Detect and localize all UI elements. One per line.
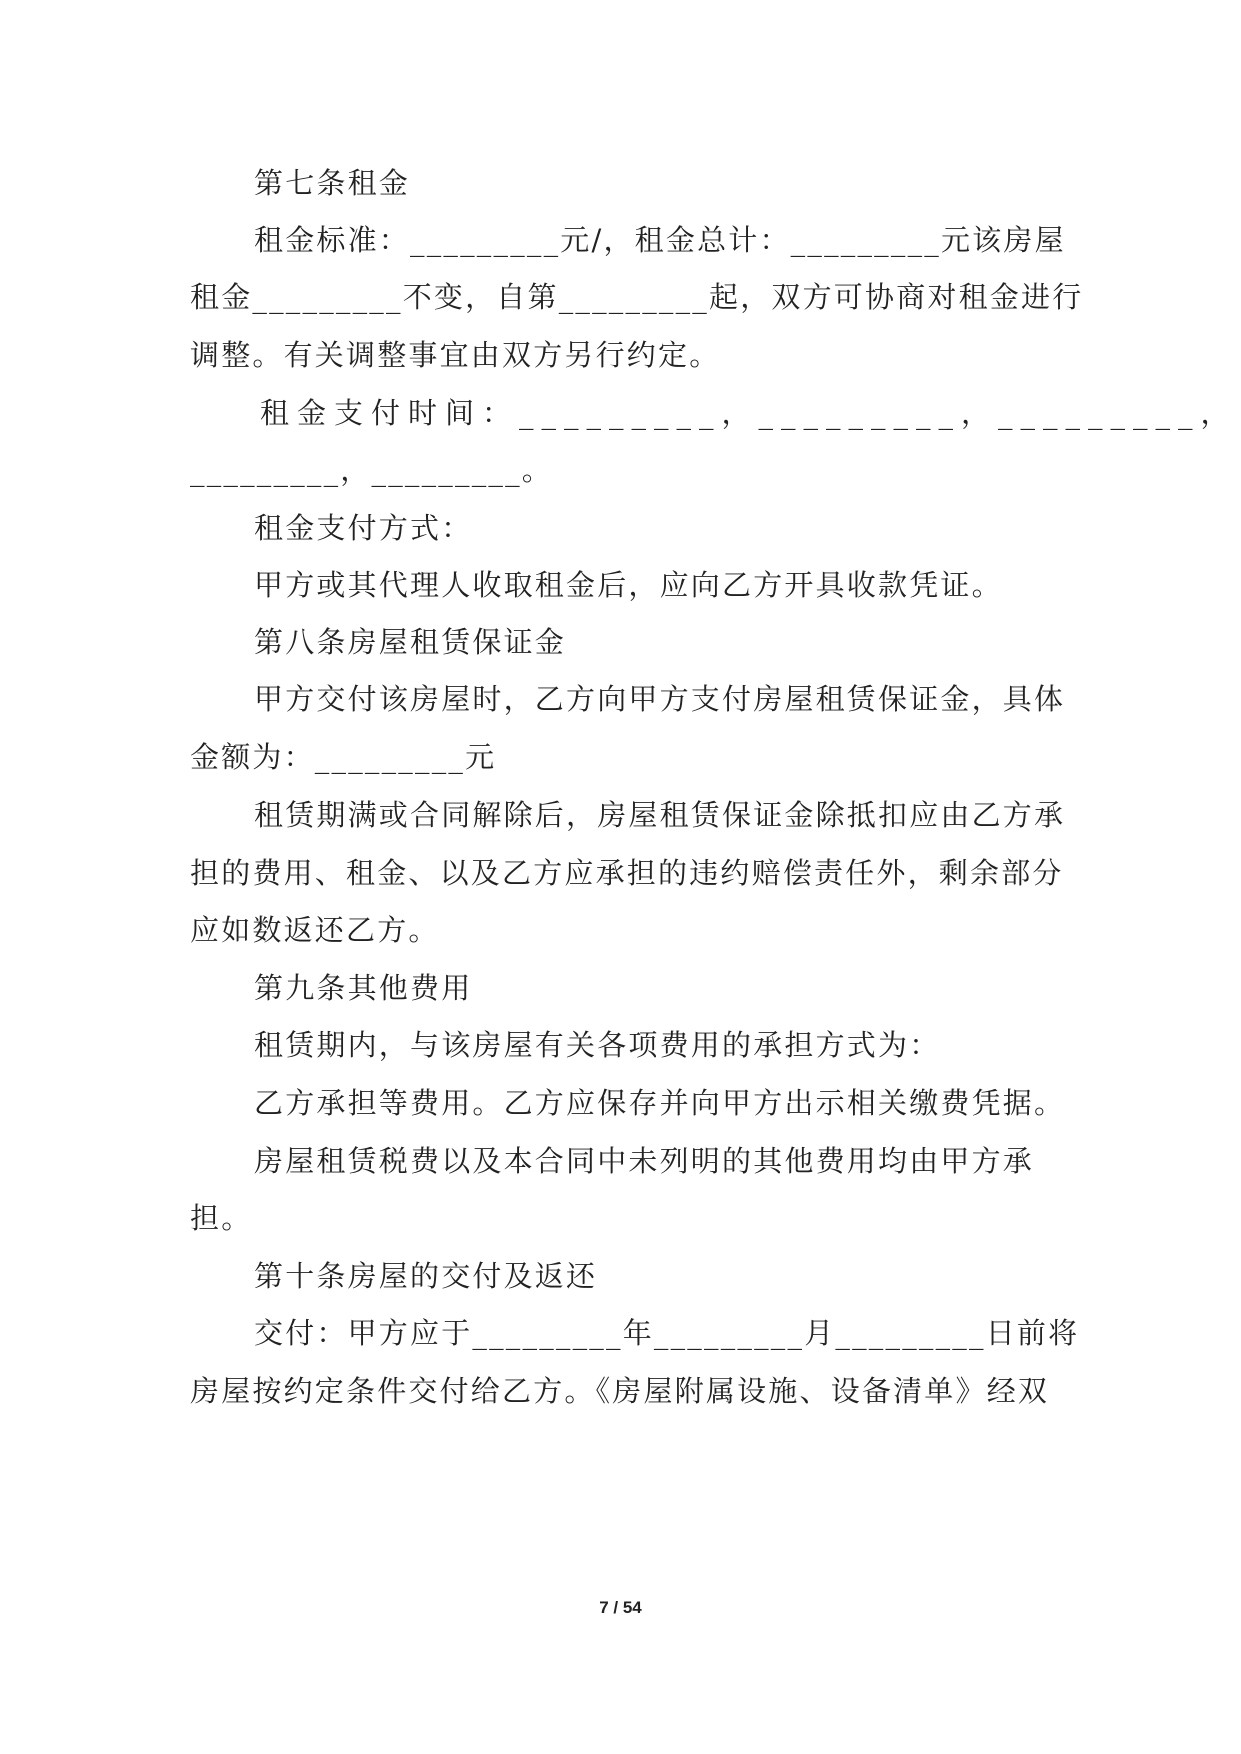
paragraph-line: 甲方或其代理人收取租金后，应向乙方开具收款凭证。 xyxy=(254,568,1003,602)
article-9-heading: 第九条其他费用 xyxy=(254,971,473,1005)
paragraph-line: 房屋租赁税费以及本合同中未列明的其他费用均由甲方承 xyxy=(254,1144,1035,1178)
article-7-heading: 第七条租金 xyxy=(254,166,411,200)
paragraph-line: 调整。有关调整事宜由双方另行约定。 xyxy=(190,338,721,372)
paragraph-line: 交付：甲方应于_________年_________月_________日前将 xyxy=(254,1316,1080,1350)
paragraph-line: 租金_________不变，自第_________起，双方可协商对租金进行 xyxy=(190,280,1084,314)
paragraph-line: 担的费用、租金、以及乙方应承担的违约赔偿责任外，剩余部分 xyxy=(190,856,1064,890)
paragraph-line: 房屋按约定条件交付给乙方。《房屋附属设施、设备清单》经双 xyxy=(190,1374,1050,1408)
paragraph-line: 租金支付方式： xyxy=(254,511,473,545)
paragraph-line: _________，_________。 xyxy=(190,453,554,487)
article-10-heading: 第十条房屋的交付及返还 xyxy=(254,1259,598,1293)
paragraph-line: 租赁期满或合同解除后，房屋租赁保证金除抵扣应由乙方承 xyxy=(254,798,1066,832)
paragraph-line: 金额为：_________元 xyxy=(190,740,497,774)
paragraph-line: 甲方交付该房屋时，乙方向甲方支付房屋租赁保证金，具体 xyxy=(254,682,1066,716)
paragraph-line: 乙方承担等费用。乙方应保存并向甲方出示相关缴费凭据。 xyxy=(254,1086,1066,1120)
paragraph-line: 应如数返还乙方。 xyxy=(190,913,440,947)
page-number: 7 / 54 xyxy=(599,1598,642,1617)
paragraph-line: 担。 xyxy=(190,1201,253,1235)
paragraph-line: 租赁期内，与该房屋有关各项费用的承担方式为： xyxy=(254,1028,941,1062)
paragraph-line: 租金标准：_________元/，租金总计：_________元该房屋 xyxy=(254,223,1066,257)
article-8-heading: 第八条房屋租赁保证金 xyxy=(254,625,567,659)
paragraph-line: 租金支付时间：_________，_________，_________， xyxy=(260,396,1238,430)
